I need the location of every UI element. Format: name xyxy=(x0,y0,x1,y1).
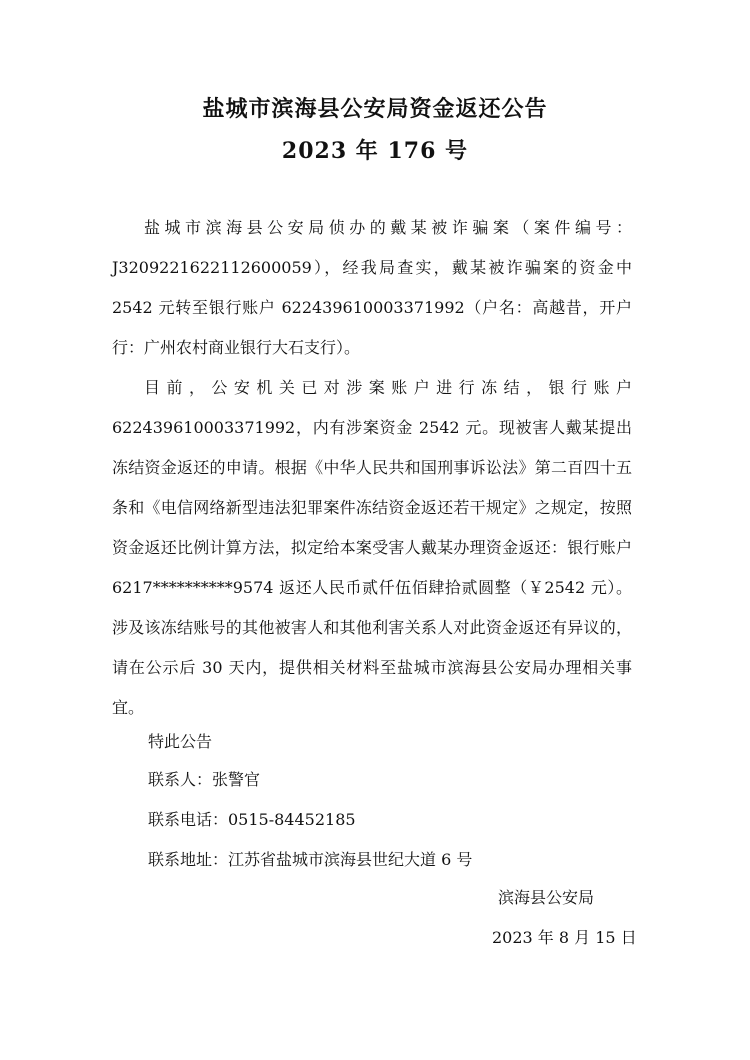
special-notice: 特此公告 xyxy=(148,732,213,751)
signature-date: 2023 年 8 月 15 日 xyxy=(492,928,637,947)
body-paragraph-2: 目前，公安机关已对涉案账户进行冻结，银行账户 622439610003371992，内有涉案资金 2542 元。现被害人戴某提出冻结资金返还的申请。根据《中华人民共和国刑事诉讼法》第二百四十五条和《电信网络新型违法犯罪案件冻结资金返还若干规定》之规定，按照资金返还比例计算方法，拟定给本案受害人戴某办理资金返还：银行账户 6217**********9574 返还人民币贰仟伍佰肆拾贰圆整（￥2542 元）。涉及该冻结账号的其他被害人和其他利害关系人对此资金返还有异议的，请在公示后 30 天内，提供相关材料至盐城市滨海县公安局办理相关事宜。 xyxy=(112,378,632,717)
contact-address: 联系地址：江苏省盐城市滨海县世纪大道 6 号 xyxy=(148,850,473,869)
body-paragraph-1: 盐城市滨海县公安局侦办的戴某被诈骗案（案件编号：J3209221622112600059），经我局查实，戴某被诈骗案的资金中 2542 元转至银行账户 622439610003371992（户名：高越昔，开户行：广州农村商业银行大石支行）。 xyxy=(112,218,632,357)
document-number: 2023 年 176 号 xyxy=(281,138,469,164)
document-title: 盐城市滨海县公安局资金返还公告 xyxy=(202,96,548,122)
contact-phone: 联系电话：0515-84452185 xyxy=(148,810,356,829)
contact-person: 联系人：张警官 xyxy=(148,770,261,789)
signature-org: 滨海县公安局 xyxy=(498,888,595,907)
